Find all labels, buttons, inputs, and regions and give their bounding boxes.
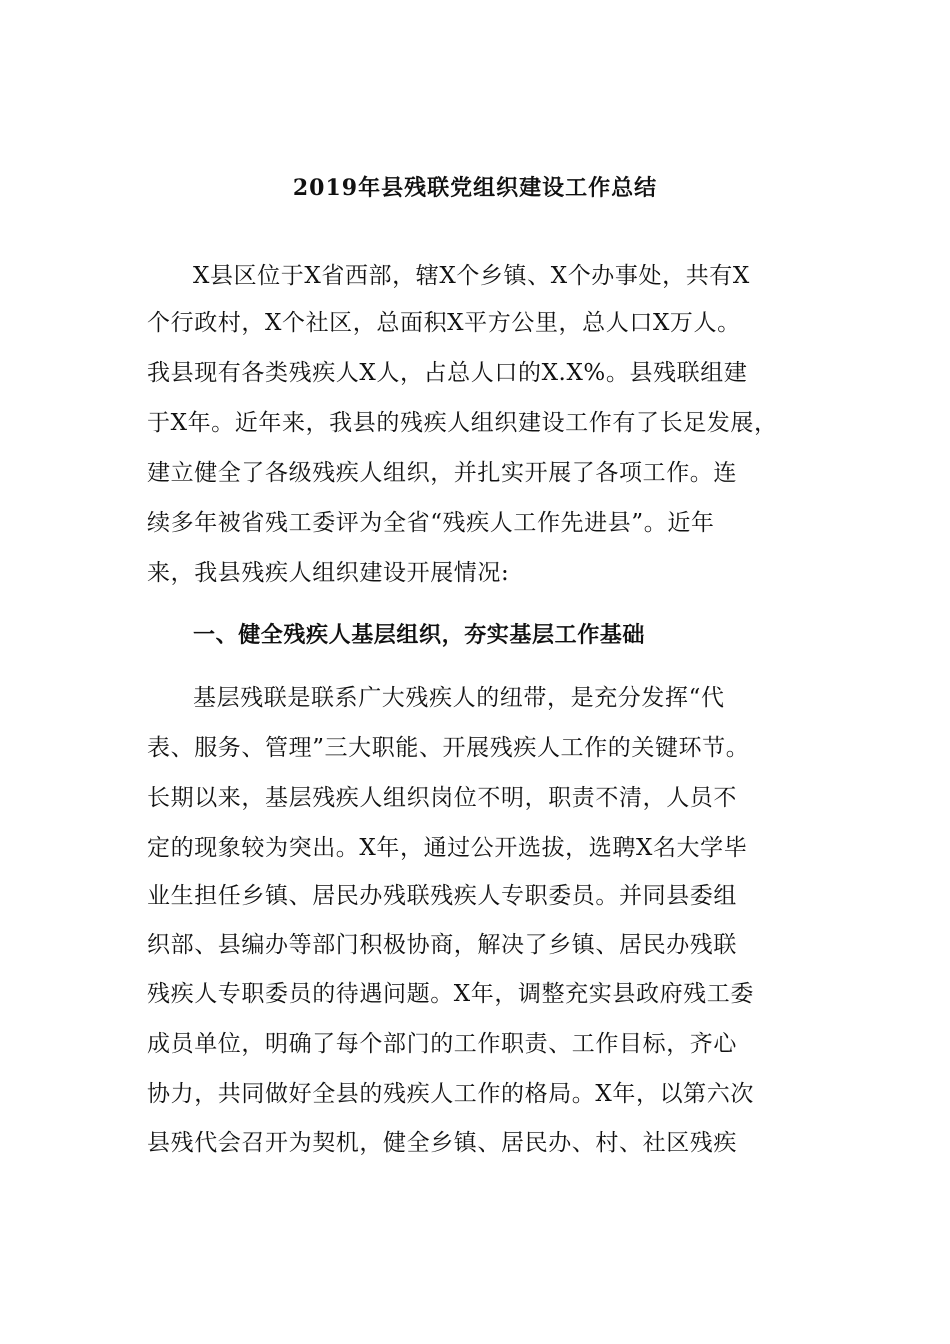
paragraph-line: 成员单位，明确了每个部门的工作职责、工作目标，齐心 xyxy=(147,1031,737,1057)
paragraph-line: 织部、县编办等部门积极协商，解决了乡镇、居民办残联 xyxy=(147,932,737,958)
paragraph-line: 长期以来，基层残疾人组织岗位不明，职责不清，人员不 xyxy=(147,785,737,811)
paragraph-line: 定的现象较为突出。X年，通过公开选拔，选聘X名大学毕 xyxy=(147,835,748,861)
paragraph-line: 个行政村，X个社区，总面积X平方公里，总人口X万人。 xyxy=(147,310,741,336)
paragraph-line: 来，我县残疾人组织建设开展情况: xyxy=(147,560,510,586)
paragraph-line: 续多年被省残工委评为全省“残疾人工作先进县”。近年 xyxy=(147,510,715,536)
paragraph-line: 县残代会召开为契机，健全乡镇、居民办、村、社区残疾 xyxy=(147,1130,737,1156)
paragraph-line: 我县现有各类残疾人X人，占总人口的X.X%。县残联组建 xyxy=(147,360,748,386)
paragraph-line: 于X年。近年来，我县的残疾人组织建设工作有了长足发展， xyxy=(147,410,778,436)
document-title: 2019年县残联党组织建设工作总结 xyxy=(292,175,658,201)
paragraph-line: 建立健全了各级残疾人组织，并扎实开展了各项工作。连 xyxy=(147,460,737,486)
paragraph-line: 协力，共同做好全县的残疾人工作的格局。X年，以第六次 xyxy=(147,1081,754,1107)
section-heading: 一、健全残疾人基层组织，夯实基层工作基础 xyxy=(193,623,646,648)
paragraph-line: 表、服务、管理”三大职能、开展残疾人工作的关键环节。 xyxy=(147,735,750,761)
paragraph-line: 业生担任乡镇、居民办残联残疾人专职委员。并同县委组 xyxy=(147,883,737,909)
paragraph-line: 残疾人专职委员的待遇问题。X年，调整充实县政府残工委 xyxy=(147,981,754,1007)
paragraph-line: X县区位于X省西部，辖X个乡镇、X个办事处，共有X xyxy=(193,263,750,289)
paragraph-line: 基层残联是联系广大残疾人的纽带，是充分发挥“代 xyxy=(193,685,725,711)
